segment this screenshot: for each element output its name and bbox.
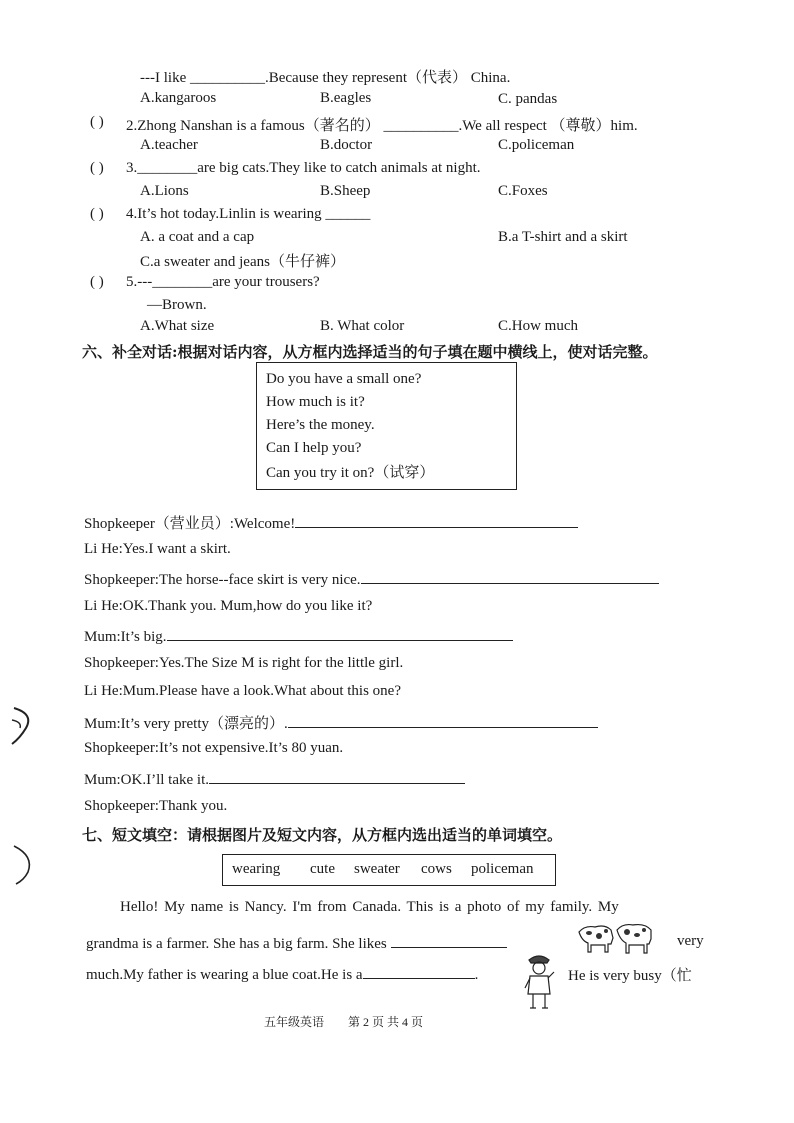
dialogue-text: Shopkeeper:The horse--face skirt is very nice. [84, 572, 361, 588]
section7-title: 七、短文填空：请根据图片及短文内容，从方框内选出适当的单词填空。 [82, 826, 563, 844]
answer-blank[interactable] [361, 569, 659, 584]
dialogue-line-10 [84, 769, 465, 789]
option-3: Here’s the money. [266, 417, 375, 433]
q5-stem: 5.---________are your trousers? [126, 274, 320, 290]
q3-answer-paren[interactable]: ( ) [90, 160, 104, 176]
answer-blank[interactable] [391, 933, 507, 948]
passage-line-3 [86, 964, 478, 984]
dialogue-options-box [256, 362, 517, 490]
q2-option-a: A.teacher [140, 137, 198, 153]
passage-text: much.My father is wearing a blue coat.He is a [86, 967, 363, 983]
dialogue-line-3 [84, 569, 659, 589]
cows-picture [575, 920, 657, 956]
word-bank-item: cute [310, 861, 335, 877]
q5-option-a: A.What size [140, 318, 215, 334]
section6-title: 六、补全对话:根据对话内容，从方框内选择适当的句子填在题中横线上，使对话完整。 [82, 343, 658, 361]
q2-option-c: C.policeman [498, 137, 575, 153]
dialogue-line-2: Li He:Yes.I want a skirt. [84, 541, 231, 557]
answer-blank[interactable] [288, 713, 598, 728]
word-bank-item: cows [421, 861, 452, 877]
scan-mark-decoration [8, 840, 38, 890]
answer-blank[interactable] [167, 626, 513, 641]
q1-option-a: A.kangaroos [140, 90, 217, 106]
answer-blank[interactable] [363, 964, 475, 979]
q3-option-c: C.Foxes [498, 183, 548, 199]
dialogue-line-6: Shopkeeper:Yes.The Size M is right for the little girl. [84, 655, 404, 671]
q2-answer-paren[interactable]: ( ) [90, 114, 104, 130]
q1-stem: ---I like __________.Because they represent（代表） China. [140, 70, 511, 86]
passage-line-3-end: He is very busy（忙 [568, 968, 692, 984]
passage-line-2 [86, 933, 507, 953]
q3-stem: 3.________are big cats.They like to catch animals at night. [126, 160, 481, 176]
footer-subject: 五年级英语 [264, 1015, 325, 1029]
q5-option-b: B. What color [320, 318, 405, 334]
q3-option-a: A.Lions [140, 183, 189, 199]
option-5: Can you try it on?（试穿） [266, 465, 435, 481]
q1-option-c: C. pandas [498, 91, 558, 107]
q2-option-b: B.doctor [320, 137, 373, 153]
answer-blank[interactable] [295, 513, 578, 528]
passage-line-1: Hello! My name is Nancy. I'm from Canada. This is a photo of my family. My [120, 899, 619, 915]
passage-line-2-end: very [677, 933, 704, 949]
q4-answer-paren[interactable]: ( ) [90, 206, 104, 222]
option-4: Can I help you? [266, 440, 362, 456]
dialogue-text: Mum:OK.I’ll take it. [84, 772, 209, 788]
dialogue-text: Shopkeeper（营业员）:Welcome! [84, 516, 296, 532]
dialogue-line-5 [84, 626, 513, 646]
q4-option-c: C.a sweater and jeans（牛仔裤） [140, 254, 345, 270]
dialogue-text: Mum:It’s very pretty（漂亮的）. [84, 716, 288, 732]
q2-stem: 2.Zhong Nanshan is a famous（著名的） __________.We all respect （尊敬）him. [126, 118, 638, 134]
word-bank-item: wearing [232, 861, 281, 877]
dialogue-line-9: Shopkeeper:It’s not expensive.It’s 80 yuan. [84, 740, 344, 756]
q3-option-b: B.Sheep [320, 183, 371, 199]
q5-answer-line: —Brown. [147, 297, 207, 313]
policeman-picture [521, 950, 557, 1012]
q4-option-a: A. a coat and a cap [140, 229, 255, 245]
q4-stem: 4.It’s hot today.Linlin is wearing ______ [126, 206, 371, 222]
option-1: Do you have a small one? [266, 371, 422, 387]
footer-page-number: 第 2 页 共 4 页 [348, 1015, 424, 1029]
dialogue-line-4: Li He:OK.Thank you. Mum,how do you like it? [84, 598, 373, 614]
word-bank-item: policeman [471, 861, 534, 877]
dialogue-line-8 [84, 712, 598, 733]
option-2: How much is it? [266, 394, 365, 410]
scan-mark-decoration [6, 700, 40, 750]
dialogue-line-11: Shopkeeper:Thank you. [84, 798, 228, 814]
word-bank-box [222, 854, 556, 886]
passage-text: grandma is a farmer. She has a big farm. She likes [86, 936, 387, 952]
q5-answer-paren[interactable]: ( ) [90, 274, 104, 290]
q5-option-c: C.How much [498, 318, 578, 334]
q4-option-b: B.a T-shirt and a skirt [498, 229, 628, 245]
q1-option-b: B.eagles [320, 90, 372, 106]
dialogue-line-7: Li He:Mum.Please have a look.What about this one? [84, 683, 401, 699]
answer-blank[interactable] [209, 769, 465, 784]
word-bank-item: sweater [354, 861, 400, 877]
period: . [474, 967, 479, 983]
dialogue-text: Mum:It’s big. [84, 629, 167, 645]
dialogue-line-1 [84, 512, 578, 533]
